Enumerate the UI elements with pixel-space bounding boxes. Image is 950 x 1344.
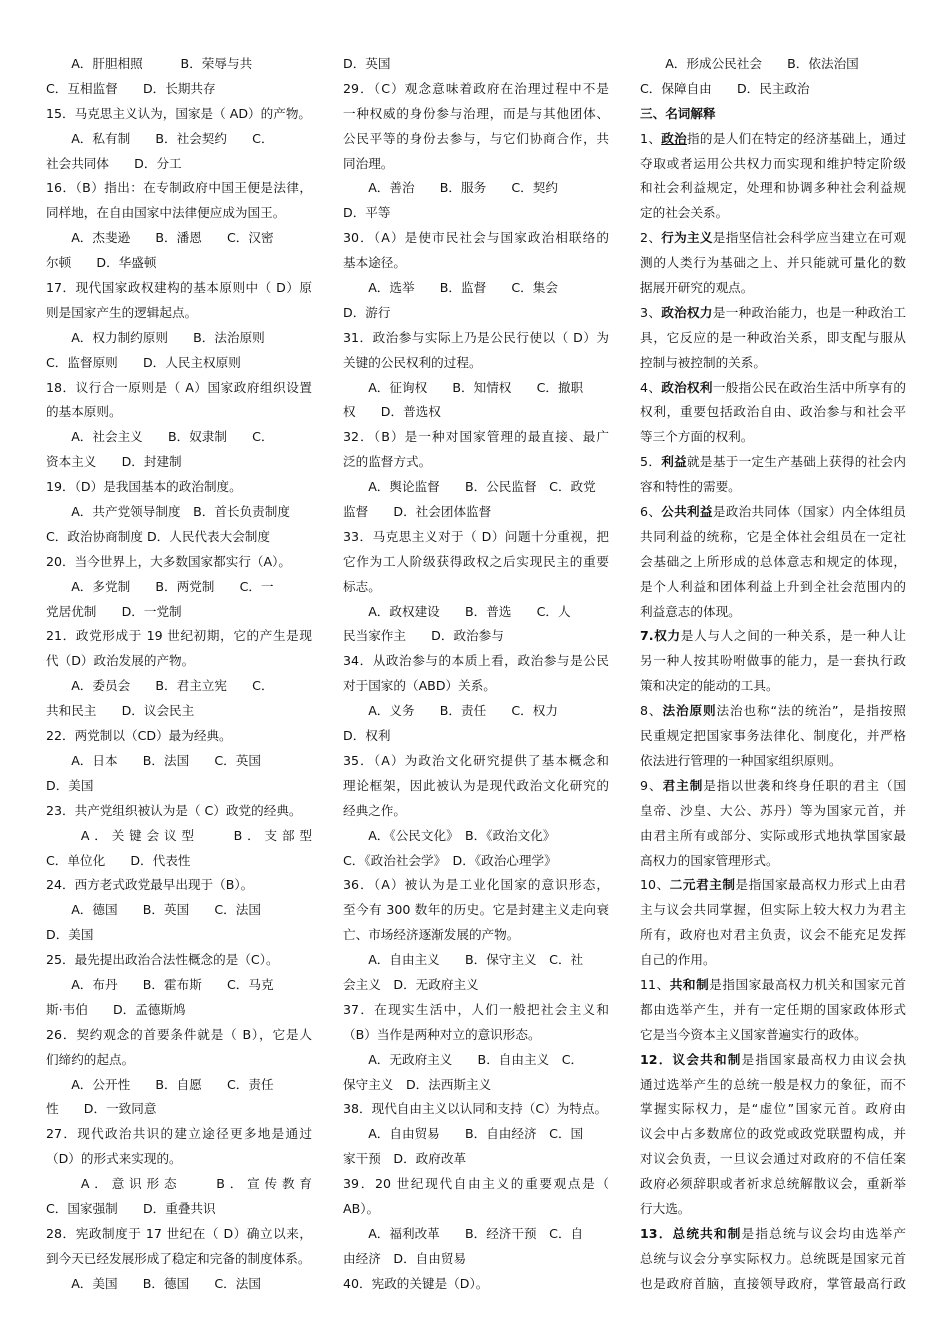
text-line: A．公开性 B．自愿 C．责任: [46, 1076, 274, 1092]
text-line: 23．共产党组织被认为是（ C）政党的经典。: [46, 802, 302, 818]
text-line: [640, 1048, 906, 1073]
term-number: 8、: [640, 703, 663, 719]
text-line: （B）当作是两种对立的意识形态。: [343, 1026, 541, 1042]
text-line: 它作为工人阶级获得政权之后实现民主的重要: [343, 553, 609, 569]
text-line: 24．西方老式政党最早出现于（B）。: [46, 877, 254, 893]
text-line: 21．政党形成于 19 世纪初期，它的产生是现: [46, 628, 312, 644]
term-number: 9、: [640, 777, 663, 793]
text-line: 监督 D．社会团体监督: [343, 504, 492, 520]
text-line: A．美国 B．德国 C．法国: [46, 1275, 261, 1291]
text-line: A．关键会议型 B．支部型: [46, 827, 312, 843]
text-line: [640, 624, 906, 649]
term-number: 10、: [640, 877, 670, 893]
text-line: A．善治 B．服务 C．契约: [343, 180, 558, 196]
text-line: AB）。: [343, 1200, 380, 1216]
term-definition: 是指以世袭和终身任职的君主（国: [703, 777, 906, 793]
text-line: 对于国家的（ABD）关系。: [343, 678, 496, 694]
text-line: A．选举 B．监督 C．集会: [343, 280, 558, 296]
text-line: [640, 699, 906, 724]
text-line: 标志。: [343, 578, 381, 594]
text-line: 16．（B）指出：在专制政府中国王便是法律，: [46, 180, 312, 196]
term-keyword: 政治权利: [661, 379, 713, 395]
text-line: A．无政府主义 B．自由主义 C．: [343, 1051, 584, 1067]
term-keyword: 君主制: [662, 777, 704, 793]
term-number: 2、: [640, 230, 662, 246]
text-line: 由经济 D．自由贸易: [343, 1250, 467, 1266]
text-line: 15．马克思主义认为，国家是（ AD）的产物。: [46, 105, 312, 121]
text-line: 37．在现实生活中，人们一般把社会主义和: [343, 1001, 609, 1017]
text-line: （D）的形式来实现的。: [46, 1151, 182, 1167]
text-line: 它是当今资本主义国家普遍实行的政体。: [640, 1026, 867, 1042]
term-definition: 指的是人们在特定的经济基础上，通过: [687, 130, 906, 146]
text-line: 27．现代政治共识的建立途径更多地是通过: [46, 1126, 312, 1142]
text-line: 保守主义 D．法西斯主义: [343, 1076, 492, 1092]
term-definition: 一般指公民在政治生活中所享有的: [712, 379, 906, 395]
text-line: C．保障自由 D．民主政治: [640, 80, 810, 96]
text-line: 则是国家产生的逻辑起点。: [46, 304, 198, 320]
text-line: 主与议会共同掌握，但实际上较大权力为君主: [640, 902, 906, 918]
term-keyword: 7.权力: [640, 628, 681, 644]
text-line: 26．契约观念的首要条件就是（ B），它是人: [46, 1026, 312, 1042]
text-line: 斯·韦伯 D．孟德斯鸠: [46, 1001, 186, 1017]
text-line: [640, 127, 906, 152]
text-line: A．共产党领导制度 B．首长负责制度: [46, 504, 290, 520]
text-line: 们缔约的起点。: [46, 1051, 135, 1067]
text-line: 性 D．一致同意: [46, 1101, 157, 1117]
text-line: A．私有制 B．社会契约 C．: [46, 130, 274, 146]
text-line: A．征询权 B．知情权 C．撤职: [343, 379, 584, 395]
text-line: C．国家强制 D．重叠共识: [46, 1200, 216, 1216]
text-line: 同治理。: [343, 155, 394, 171]
term-keyword: 利益: [661, 454, 688, 470]
text-line: 策和决定的能动的工具。: [640, 678, 779, 694]
text-line: D．美国: [46, 927, 94, 943]
text-line: 据展开研究的观点。: [640, 280, 754, 296]
text-line: 33．马克思主义对于（ D）问题十分重视，把: [343, 528, 609, 544]
text-line: [640, 873, 906, 898]
text-line: 党居优制 D．一党制: [46, 603, 182, 619]
text-line: 泛的监督方式。: [343, 454, 432, 470]
text-line: 行大选。: [640, 1200, 691, 1216]
text-line: A．肝胆相照 B．荣辱与共: [46, 56, 253, 71]
text-line: 掌握实际权力，是“虚位”国家元首。政府由: [640, 1101, 906, 1117]
term-keyword: 二元君主制: [669, 877, 736, 893]
text-line: C．《政治社会学》 D．《政治心理学》: [343, 852, 557, 868]
text-line: A．日本 B．法国 C．英国: [46, 752, 261, 768]
text-line: 自己的作用。: [640, 952, 716, 968]
text-line: A．布丹 B．霍布斯 C．马克: [46, 976, 274, 992]
text-line: A．社会主义 B．奴隶制 C．: [46, 429, 274, 445]
text-line: D．权利: [343, 728, 391, 744]
text-line: 22．两党制以（CD）最为经典。: [46, 728, 232, 744]
text-line: 皇帝、沙皇、大公、苏丹）等为国家元首，并: [640, 802, 906, 818]
text-line: 都由选举产生，并有一定任期的国家政体形式: [640, 1001, 906, 1017]
text-line: 40．宪政的关键是（D）。: [343, 1275, 489, 1291]
text-line: 39．20 世纪现代自由主义的重要观点是（: [343, 1176, 609, 1192]
term-number: 3、: [640, 304, 662, 320]
term-definition: 是指坚信社会科学应当建立在可观: [712, 230, 906, 246]
term-keyword: 法治原则: [662, 703, 717, 719]
text-line: 高权力的国家管理形式。: [640, 852, 779, 868]
text-line: 资本主义 D．封建制: [46, 454, 182, 470]
term-definition: 是政治共同体（国家）内全体组员: [712, 504, 906, 520]
text-line: 通过选举产生的总统一般是权力的象征，而不: [640, 1076, 906, 1092]
text-line: 一种权威的身份参与治理，而是与其他团体、: [343, 105, 609, 121]
column-right: [640, 52, 906, 1297]
text-line: 议会中占多数席位的政党或政党联盟构成，并: [640, 1126, 906, 1142]
text-line: 共同利益的统称，它是全体社会组员在一定社: [640, 528, 906, 544]
text-line: C．单位化 D．代表性: [46, 852, 191, 868]
text-line: C．监督原则 D．人民主权原则: [46, 354, 241, 370]
text-line: 等三个方面的权利。: [640, 429, 754, 445]
text-line: 也是政府首脑，直接领导政府，掌管最高行政: [640, 1275, 906, 1291]
text-line: D．游行: [343, 304, 391, 320]
term-definition: 就是基于一定生产基础上获得的社会内: [687, 454, 906, 470]
text-line: [640, 1222, 906, 1247]
text-line: 19．（D）是我国基本的政治制度。: [46, 479, 242, 495]
text-line: D．美国: [46, 777, 94, 793]
text-line: 28．宪政制度于 17 世纪在（ D）确立以来，: [46, 1225, 312, 1241]
text-line: 夺取或者运用公共权力而实现和维护特定阶级: [640, 155, 906, 171]
text-line: 基本途径。: [343, 255, 406, 271]
text-line: [640, 973, 906, 998]
text-line: 共和民主 D．议会民主: [46, 703, 195, 719]
term-number: 4、: [640, 379, 662, 395]
text-line: 权利，重要包括政治自由、政治参与和社会平: [640, 404, 906, 420]
term-definition: 是人与人之间的一种关系，是一种人让: [680, 628, 906, 644]
text-line: A．杰斐逊 B．潘恩 C．汉密: [46, 230, 274, 246]
text-line: C．互相监督 D．长期共存: [46, 80, 216, 96]
text-line: 利益意志的体现。: [640, 603, 741, 619]
text-line: A．权力制约原则 B．法治原则: [46, 329, 265, 345]
text-line: 同样地，在自由国家中法律便应成为国王。: [46, 205, 286, 221]
term-number: 5．: [640, 454, 662, 470]
text-line: 权 D．普选权: [343, 404, 441, 420]
term-keyword: 共和制: [669, 976, 710, 992]
text-line: A．自由贸易 B．自由经济 C．国: [343, 1126, 584, 1142]
term-keyword: 政治: [661, 130, 688, 146]
text-line: 36．（A）被认为是工业化国家的意识形态，: [343, 877, 609, 893]
text-line: 对议会负责，一旦议会通过对政府的不信任案: [640, 1151, 906, 1167]
text-line: 31．政治参与实际上乃是公民行使以（ D）为: [343, 329, 609, 345]
text-line: 总统与议会分享实际权力。总统既是国家元首: [640, 1250, 906, 1266]
term-keyword: 行为主义: [661, 230, 713, 246]
text-line: 亡、市场经济逐渐发展的产物。: [343, 927, 520, 943]
text-line: 具，它反应的是一种政治关系，即支配与服从: [640, 329, 906, 345]
text-line: 是个人利益和团体利益上升到全社会范围内的: [640, 578, 906, 594]
text-line: 25．最先提出政治合法性概念的是（C）。: [46, 952, 279, 968]
term-definition: 是指国家最高权力机关和国家元首: [709, 976, 906, 992]
text-line: A．德国 B．英国 C．法国: [46, 902, 261, 918]
text-line: A．舆论监督 B．公民监督 C．政党: [343, 479, 596, 495]
text-line: 另一种人按其吩咐做事的能力，是一套执行政: [640, 653, 906, 669]
text-line: 所有，政府也对君主负责，议会不能充足发挥: [640, 927, 906, 943]
term-keyword: 13．总统共和制: [640, 1225, 742, 1241]
term-definition: 是指总统与议会均由选举产: [741, 1225, 906, 1241]
text-line: A．义务 B．责任 C．权力: [343, 703, 558, 719]
column-middle: [343, 52, 609, 1297]
text-line: [640, 376, 906, 401]
text-line: 17．现代国家政权建构的基本原则中（ D）原: [46, 280, 312, 296]
text-line: C．政治协商制度 D．人民代表大会制度: [46, 528, 270, 544]
text-line: 定的社会关系。: [640, 205, 729, 221]
text-line: 民当家作主 D．政治参与: [343, 628, 504, 644]
term-definition: 法治也称“法的统治”，是指按照: [716, 703, 906, 719]
text-line: [640, 226, 906, 251]
text-line: [640, 500, 906, 525]
text-line: 的基本原则。: [46, 404, 122, 420]
text-line: 公民平等的身份去参与，与它们协商合作，共: [343, 130, 609, 146]
text-line: 至今有 300 数年的历史。它是封建主义走向衰: [343, 902, 609, 918]
term-number: 11、: [640, 976, 670, 992]
column-left: [46, 52, 312, 1297]
text-line: [640, 774, 906, 799]
text-line: 尔顿 D．华盛顿: [46, 255, 157, 271]
term-keyword: 公共利益: [661, 504, 713, 520]
text-line: 和社会利益规定，处理和协调多种社会利益规: [640, 180, 906, 196]
text-line: 容和特性的需要。: [640, 479, 741, 495]
text-line: D．英国: [343, 56, 391, 71]
text-line: [640, 450, 906, 475]
text-line: 32．（B）是一种对国家管理的最直接、最广: [343, 429, 609, 445]
term-keyword: 12．议会共和制: [640, 1051, 742, 1067]
term-keyword: 政治权力: [661, 304, 713, 320]
text-line: 家干预 D．政府改革: [343, 1151, 467, 1167]
text-line: 控制与被控制的关系。: [640, 354, 766, 370]
term-definition: 是指国家最高权力由议会执: [741, 1051, 906, 1067]
text-line: 代（D）政治发展的产物。: [46, 653, 195, 669]
text-line: 政府必须辞职或者祈求总统解散议会，重新举: [640, 1176, 906, 1192]
text-line: 依法进行管理的一种国家组织原则。: [640, 752, 842, 768]
text-line: A．福利改革 B．经济干预 C．自: [343, 1225, 584, 1241]
text-line: A．形成公民社会 B．依法治国: [640, 56, 859, 71]
text-line: A．《公民文化》 B．《政治文化》: [343, 827, 556, 843]
text-line: 关键的公民权利的过程。: [343, 354, 482, 370]
text-line: A．自由主义 B．保守主义 C．社: [343, 952, 584, 968]
text-line: 理论框架，因此被认为是现代政治文化研究的: [343, 777, 609, 793]
text-line: 35．（A）为政治文化研究提供了基本概念和: [343, 752, 609, 768]
text-line: 到今天已经发展形成了稳定和完备的制度体系。: [46, 1250, 311, 1266]
text-line: 社会共同体 D．分工: [46, 155, 182, 171]
text-line: 30．（A）是使市民社会与国家政治相联络的: [343, 230, 609, 246]
section-heading: 三、名词解释: [640, 105, 716, 121]
text-line: 29．（C）观念意味着政府在治理过程中不是: [343, 80, 609, 96]
text-line: 经典之作。: [343, 802, 406, 818]
term-number: 6、: [640, 504, 662, 520]
text-line: 34．从政治参与的本质上看，政治参与是公民: [343, 653, 609, 669]
term-number: 1、: [640, 130, 662, 146]
text-line: A．多党制 B．两党制 C．一: [46, 578, 274, 594]
text-line: 38．现代自由主义以认同和支持（C）为特点。: [343, 1101, 608, 1117]
text-line: A．委员会 B．君主立宪 C．: [46, 678, 274, 694]
text-line: 测的人类行为基础之上、并只能就可量化的数: [640, 255, 906, 271]
text-line: 20．当今世界上，大多数国家都实行（A）。: [46, 553, 292, 569]
text-line: 18．议行合一原则是（ A）国家政府组织设置: [46, 379, 312, 395]
term-definition: 是一种政治能力，也是一种政治工: [712, 304, 906, 320]
text-line: A．意识形态 B．宣传教育: [46, 1176, 312, 1192]
term-definition: 是指国家最高权力形式上由君: [735, 877, 906, 893]
text-line: 会主义 D．无政府主义: [343, 976, 479, 992]
text-line: 民重规定把国家事务法律化、制度化，并严格: [640, 728, 906, 744]
text-line: 会基础之上所形成的总体意志和规定的体现，: [640, 553, 906, 569]
text-line: D．平等: [343, 205, 391, 221]
text-line: [640, 301, 906, 326]
text-line: 由君主所有或部分、实际或形式地执掌国家最: [640, 827, 906, 843]
text-line: A．政权建设 B．普选 C．人: [343, 603, 571, 619]
